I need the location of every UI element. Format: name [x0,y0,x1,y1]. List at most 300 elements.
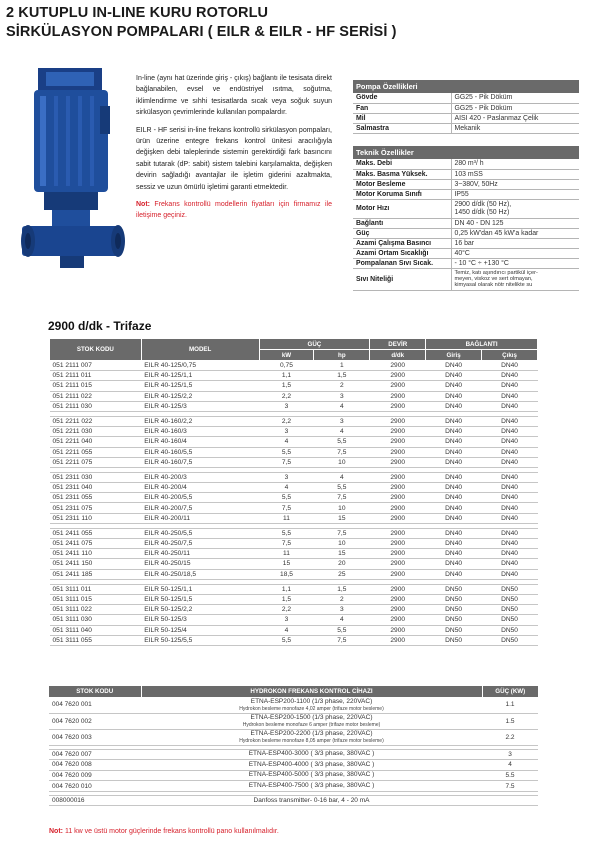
table-row [50,569,538,579]
freq-cell-guc: 4 [482,760,538,771]
freq-cell-stok-kodu: 004 7620 008 [49,760,141,771]
freq-cell-cihaz [141,770,482,781]
freq-header-cihaz: HYDROKON FREKANS KONTROL CİHAZI [141,686,482,697]
cell-model: EILR 50-125/1,5 [141,594,259,604]
teknik-row-value: 0,25 kW'dan 45 kW'a kadar [451,228,579,238]
cell-cikis: DN40 [482,427,538,437]
pompa-row-label: Fan [353,103,451,113]
frequency-control-table [49,686,538,806]
teknik-row-label: Sıvı Niteliği [353,268,451,290]
cell-giris: DN50 [426,594,482,604]
cell-hp: 1 [314,361,370,371]
cell-stok-kodu: 051 3111 015 [50,594,142,604]
cell-kw: 1,5 [259,381,314,391]
header-hp: hp [314,350,370,361]
teknik-row [353,159,579,169]
cell-kw: 7,5 [259,503,314,513]
cell-cikis: DN40 [482,528,538,538]
cell-hp: 3 [314,416,370,426]
cell-cikis: DN50 [482,605,538,615]
cell-giris: DN40 [426,401,482,411]
teknik-row-label: Motor Hızı [353,199,451,218]
cell-devir: 2900 [370,539,426,549]
freq-table-row [49,729,538,745]
freq-cell-guc: 1.5 [482,713,538,729]
header-model: MODEL [141,339,259,361]
cell-hp: 7,5 [314,493,370,503]
cell-model: EILR 50-125/4 [141,625,259,635]
cell-kw: 7,5 [259,457,314,467]
teknik-row-label: Bağlantı [353,218,451,228]
header-cikis: Çıkış [482,350,538,361]
cell-stok-kodu: 051 3111 022 [50,605,142,615]
freq-device-name: ETNA-ESP200-1100 (1/3 phase, 220VAC) [250,697,373,705]
pompa-row-label: Mil [353,113,451,123]
pompa-row-value: GG25 - Pik Döküm [451,103,579,113]
cell-cikis: DN50 [482,625,538,635]
cell-hp: 10 [314,539,370,549]
teknik-row-value: IP55 [451,189,579,199]
freq-cell-stok-kodu: 004 7620 007 [49,749,141,760]
table-row [50,615,538,625]
cell-stok-kodu: 051 2311 040 [50,483,142,493]
cell-model: EILR 40-250/15 [141,559,259,569]
table-row [50,594,538,604]
freq-cell-guc: 3 [482,749,538,760]
cell-giris: DN40 [426,447,482,457]
cell-giris: DN40 [426,472,482,482]
table-row [50,605,538,615]
page-title-line-1: 2 KUTUPLU IN-LINE KURU ROTORLU [6,5,269,21]
cell-giris: DN40 [426,483,482,493]
table-row [50,493,538,503]
cell-model: EILR 40-200/11 [141,513,259,523]
freq-cell-cihaz [141,713,482,729]
cell-giris: DN50 [426,615,482,625]
freq-device-note: Hydrokon besleme monofaze 8,05 amper (trifaze motor besleme) [239,738,384,744]
cell-kw: 3 [259,472,314,482]
cell-stok-kodu: 051 2111 011 [50,371,142,381]
cell-hp: 2 [314,594,370,604]
cell-hp: 15 [314,549,370,559]
cell-devir: 2900 [370,615,426,625]
freq-table-row [49,713,538,729]
cell-giris: DN40 [426,361,482,371]
freq-table-row [49,795,538,806]
teknik-row [353,268,579,290]
cell-model: EILR 40-160/3 [141,427,259,437]
cell-devir: 2900 [370,635,426,645]
table-row [50,416,538,426]
teknik-row-label: Motor Besleme [353,179,451,189]
cell-cikis: DN40 [482,361,538,371]
cell-cikis: DN40 [482,569,538,579]
cell-model: EILR 40-125/2,2 [141,391,259,401]
freq-header-guc: GÜÇ (KW) [482,686,538,697]
teknik-row-label: Motor Koruma Sınıfı [353,189,451,199]
freq-cell-guc: 1.1 [482,697,538,713]
table-row [50,401,538,411]
cell-model: EILR 40-125/1,5 [141,381,259,391]
cell-devir: 2900 [370,401,426,411]
table-row [50,447,538,457]
freq-table-row [49,749,538,760]
freq-device-name: Danfoss transmitter- 0-16 bar, 4 - 20 mA [253,796,370,804]
pompa-row-value: GG25 - Pik Döküm [451,93,579,103]
cell-stok-kodu: 051 2411 075 [50,539,142,549]
teknik-row [353,218,579,228]
cell-model: EILR 50-125/1,1 [141,584,259,594]
cell-giris: DN40 [426,371,482,381]
table-row [50,625,538,635]
cell-kw: 2,2 [259,416,314,426]
cell-cikis: DN40 [482,401,538,411]
cell-model: EILR 40-250/5,5 [141,528,259,538]
cell-hp: 15 [314,513,370,523]
teknik-row [353,179,579,189]
teknik-row [353,238,579,248]
cell-kw: 1,1 [259,584,314,594]
cell-stok-kodu: 051 2411 150 [50,559,142,569]
teknik-row-label: Maks. Basma Yüksek. [353,169,451,179]
footnote [49,828,279,835]
teknik-row-value: 2900 d/dk (50 Hz), 1450 d/dk (50 Hz) [451,199,579,218]
cell-hp: 25 [314,569,370,579]
intro-text [136,73,332,228]
cell-hp: 7,5 [314,528,370,538]
freq-cell-guc: 5.5 [482,770,538,781]
cell-stok-kodu: 051 2411 110 [50,549,142,559]
cell-hp: 10 [314,503,370,513]
cell-cikis: DN40 [482,437,538,447]
cell-giris: DN40 [426,493,482,503]
teknik-row-value: - 10 °C ÷ +130 °C [451,258,579,268]
cell-model: EILR 50-125/2,2 [141,605,259,615]
cell-hp: 4 [314,401,370,411]
cell-kw: 0,75 [259,361,314,371]
cell-giris: DN50 [426,635,482,645]
cell-stok-kodu: 051 2111 022 [50,391,142,401]
cell-cikis: DN40 [482,457,538,467]
header-kw: kW [259,350,314,361]
cell-devir: 2900 [370,472,426,482]
cell-kw: 1,1 [259,371,314,381]
cell-cikis: DN40 [482,539,538,549]
cell-cikis: DN40 [482,513,538,523]
cell-devir: 2900 [370,457,426,467]
freq-cell-stok-kodu: 008000016 [49,795,141,806]
cell-kw: 15 [259,559,314,569]
freq-cell-guc: 7.5 [482,781,538,792]
intro-note-text: Frekans kontrollü modellerin fiyatları için firmamız ile iletişime geçiniz. [136,201,332,220]
cell-kw: 11 [259,513,314,523]
freq-header-stok-kodu: STOK KODU [49,686,141,697]
header-ddk: d/dk [370,350,426,361]
cell-stok-kodu: 051 2111 030 [50,401,142,411]
teknik-row [353,248,579,258]
pompa-row-label: Salmastra [353,123,451,133]
cell-stok-kodu: 051 2211 040 [50,437,142,447]
freq-cell-cihaz [141,781,482,792]
table-row [50,437,538,447]
cell-kw: 2,2 [259,605,314,615]
table-row [50,635,538,645]
cell-cikis: DN40 [482,447,538,457]
cell-kw: 11 [259,549,314,559]
cell-model: EILR 40-125/3 [141,401,259,411]
cell-giris: DN50 [426,625,482,635]
technical-features-header: Teknik Özellikler [353,146,579,159]
freq-cell-cihaz [141,729,482,745]
cell-model: EILR 40-160/2,2 [141,416,259,426]
cell-stok-kodu: 051 2111 007 [50,361,142,371]
cell-cikis: DN50 [482,635,538,645]
cell-cikis: DN50 [482,584,538,594]
header-stok-kodu: STOK KODU [50,339,142,361]
cell-kw: 3 [259,615,314,625]
cell-cikis: DN40 [482,559,538,569]
cell-devir: 2900 [370,584,426,594]
pompa-row-label: Gövde [353,93,451,103]
intro-note [136,199,332,222]
cell-stok-kodu: 051 2211 055 [50,447,142,457]
page-title [6,4,397,42]
cell-stok-kodu: 051 2211 075 [50,457,142,467]
cell-stok-kodu: 051 2311 030 [50,472,142,482]
cell-giris: DN40 [426,416,482,426]
cell-stok-kodu: 051 2311 075 [50,503,142,513]
teknik-row-label: Maks. Debi [353,159,451,169]
cell-cikis: DN40 [482,472,538,482]
cell-stok-kodu: 051 3111 040 [50,625,142,635]
teknik-row-value: 16 bar [451,238,579,248]
cell-hp: 3 [314,391,370,401]
cell-giris: DN40 [426,549,482,559]
cell-hp: 5,5 [314,625,370,635]
freq-device-name: ETNA-ESP400-3000 ( 3/3 phase, 380VAC ) [248,750,375,758]
pompa-row [353,123,579,133]
cell-kw: 1,5 [259,594,314,604]
pompa-row [353,93,579,103]
cell-stok-kodu: 051 3111 011 [50,584,142,594]
cell-cikis: DN40 [482,493,538,503]
freq-device-name: ETNA-ESP400-7500 ( 3/3 phase, 380VAC ) [248,782,375,790]
table-row [50,503,538,513]
cell-devir: 2900 [370,427,426,437]
cell-devir: 2900 [370,605,426,615]
page-title-line-2: SİRKÜLASYON POMPALARI ( EILR & EILR - HF SERİSİ ) [6,24,397,40]
cell-giris: DN50 [426,605,482,615]
header-devir: DEVİR [370,339,426,350]
cell-giris: DN50 [426,584,482,594]
section-subtitle: 2900 d/dk - Trifaze [48,319,152,333]
cell-cikis: DN40 [482,371,538,381]
cell-model: EILR 40-125/0,75 [141,361,259,371]
freq-cell-cihaz [141,697,482,713]
cell-devir: 2900 [370,371,426,381]
cell-kw: 7,5 [259,539,314,549]
cell-model: EILR 40-200/4 [141,483,259,493]
teknik-row-label: Azami Ortam Sıcaklığı [353,248,451,258]
teknik-row-label: Azami Çalışma Basıncı [353,238,451,248]
freq-cell-cihaz [141,795,482,806]
cell-devir: 2900 [370,569,426,579]
teknik-row [353,199,579,218]
cell-giris: DN40 [426,539,482,549]
cell-stok-kodu: 051 2311 110 [50,513,142,523]
freq-table-row [49,697,538,713]
intro-note-label: Not: [136,201,150,209]
teknik-row-value: 3~380V, 50Hz [451,179,579,189]
table-row [50,361,538,371]
freq-table-row [49,781,538,792]
cell-giris: DN40 [426,427,482,437]
cell-hp: 5,5 [314,483,370,493]
cell-stok-kodu: 051 2411 055 [50,528,142,538]
table-row [50,391,538,401]
cell-kw: 3 [259,401,314,411]
cell-cikis: DN50 [482,615,538,625]
footnote-text: 11 kw ve üstü motor güçlerinde frekans kontrollü pano kullanılmalıdır. [63,828,279,835]
cell-model: EILR 40-160/7,5 [141,457,259,467]
cell-hp: 10 [314,457,370,467]
cell-devir: 2900 [370,559,426,569]
cell-kw: 18,5 [259,569,314,579]
freq-table-row [49,770,538,781]
cell-devir: 2900 [370,437,426,447]
cell-devir: 2900 [370,528,426,538]
cell-devir: 2900 [370,447,426,457]
cell-model: EILR 40-200/5,5 [141,493,259,503]
cell-cikis: DN40 [482,483,538,493]
cell-stok-kodu: 051 3111 030 [50,615,142,625]
cell-stok-kodu: 051 3111 055 [50,635,142,645]
cell-cikis: DN50 [482,594,538,604]
cell-model: EILR 40-250/11 [141,549,259,559]
cell-cikis: DN40 [482,381,538,391]
cell-devir: 2900 [370,493,426,503]
freq-device-note: Hydrokon besleme monofaze 4,02 amper (trifaze motor besleme) [239,705,384,712]
teknik-row [353,189,579,199]
cell-model: EILR 40-160/5,5 [141,447,259,457]
pompa-row-value: Mekanik [451,123,579,133]
table-row [50,381,538,391]
footnote-label: Not: [49,828,63,835]
cell-hp: 7,5 [314,635,370,645]
cell-model: EILR 40-125/1,1 [141,371,259,381]
freq-cell-stok-kodu: 004 7620 010 [49,781,141,792]
table-row [50,539,538,549]
table-row [50,584,538,594]
cell-hp: 7,5 [314,447,370,457]
cell-model: EILR 40-200/7,5 [141,503,259,513]
table-row [50,513,538,523]
cell-giris: DN40 [426,437,482,447]
cell-kw: 4 [259,437,314,447]
teknik-row-label: Pompalanan Sıvı Sıcak. [353,258,451,268]
cell-cikis: DN40 [482,503,538,513]
freq-cell-stok-kodu: 004 7620 009 [49,770,141,781]
pump-illustration [20,66,132,270]
table-row [50,528,538,538]
freq-device-name: ETNA-ESP200-1500 (1/3 phase, 220VAC) [250,714,373,721]
teknik-row-value: DN 40 - DN 125 [451,218,579,228]
cell-giris: DN40 [426,391,482,401]
cell-giris: DN40 [426,381,482,391]
table-row [50,427,538,437]
cell-hp: 1,5 [314,584,370,594]
cell-giris: DN40 [426,503,482,513]
intro-paragraph-2: EILR - HF serisi in-line frekans kontrollü sirkülasyon pompaları, ürün üzerine entegre frekans kontrol ünitesi aracılığıyla değişken debi taleplerinde sistemin gerektirdiği fark basıncını sabit tutarak (dP: sabit) sistem talebini karşılamakta, değişken devirin sağladığı avantajlar ile işletim giderini azaltmakta, sessiz ve uzun ömürlü işletimi garanti etmektedir. [136,126,332,191]
freq-cell-cihaz [141,749,482,760]
intro-paragraph-1: In-line (aynı hat üzerinde giriş - çıkış) bağlantı ile tesisata direkt bağlanabilen, evsel ve endüstriyel ısıtma, soğutma, iklimlendirme ve sıhhi tesisatlarda sıcak veya soğuk suyun sirkülasyon çevrimlerinde kullanılan pompalardır. [136,75,332,117]
freq-cell-cihaz [141,760,482,771]
pompa-row [353,103,579,113]
cell-hp: 1,5 [314,371,370,381]
teknik-row [353,258,579,268]
cell-kw: 5,5 [259,528,314,538]
cell-devir: 2900 [370,381,426,391]
table-row [50,472,538,482]
header-giris: Giriş [426,350,482,361]
cell-model: EILR 40-160/4 [141,437,259,447]
cell-devir: 2900 [370,416,426,426]
cell-hp: 5,5 [314,437,370,447]
teknik-row-value: 103 mSS [451,169,579,179]
cell-model: EILR 40-250/7,5 [141,539,259,549]
freq-cell-guc [482,795,538,806]
cell-stok-kodu: 051 2211 022 [50,416,142,426]
freq-cell-guc: 2.2 [482,729,538,745]
cell-kw: 4 [259,483,314,493]
cell-hp: 4 [314,427,370,437]
pompa-features-table [353,80,579,134]
cell-kw: 4 [259,625,314,635]
cell-devir: 2900 [370,549,426,559]
cell-giris: DN40 [426,569,482,579]
cell-giris: DN40 [426,457,482,467]
teknik-row-value: 280 m³/ h [451,159,579,169]
pompa-features-header: Pompa Özellikleri [353,80,579,93]
cell-devir: 2900 [370,361,426,371]
cell-devir: 2900 [370,513,426,523]
header-baglanti: BAĞLANTI [426,339,538,350]
header-guc: GÜÇ [259,339,370,350]
cell-hp: 20 [314,559,370,569]
cell-hp: 4 [314,615,370,625]
cell-kw: 2,2 [259,391,314,401]
freq-cell-stok-kodu: 004 7620 003 [49,729,141,745]
pompa-row [353,113,579,123]
table-row [50,371,538,381]
freq-device-name: ETNA-ESP400-4000 ( 3/3 phase, 380VAC ) [248,760,375,768]
teknik-row [353,169,579,179]
cell-giris: DN40 [426,559,482,569]
pompa-row-value: AISI 420 - Paslanmaz Çelik [451,113,579,123]
cell-hp: 3 [314,605,370,615]
cell-kw: 5,5 [259,493,314,503]
cell-model: EILR 40-250/18,5 [141,569,259,579]
cell-kw: 5,5 [259,635,314,645]
cell-cikis: DN40 [482,549,538,559]
cell-hp: 4 [314,472,370,482]
cell-stok-kodu: 051 2311 055 [50,493,142,503]
cell-stok-kodu: 051 2111 015 [50,381,142,391]
cell-devir: 2900 [370,625,426,635]
teknik-row-label: Güç [353,228,451,238]
freq-device-name: ETNA-ESP200-2200 (1/3 phase, 220VAC) [250,730,373,737]
cell-hp: 2 [314,381,370,391]
